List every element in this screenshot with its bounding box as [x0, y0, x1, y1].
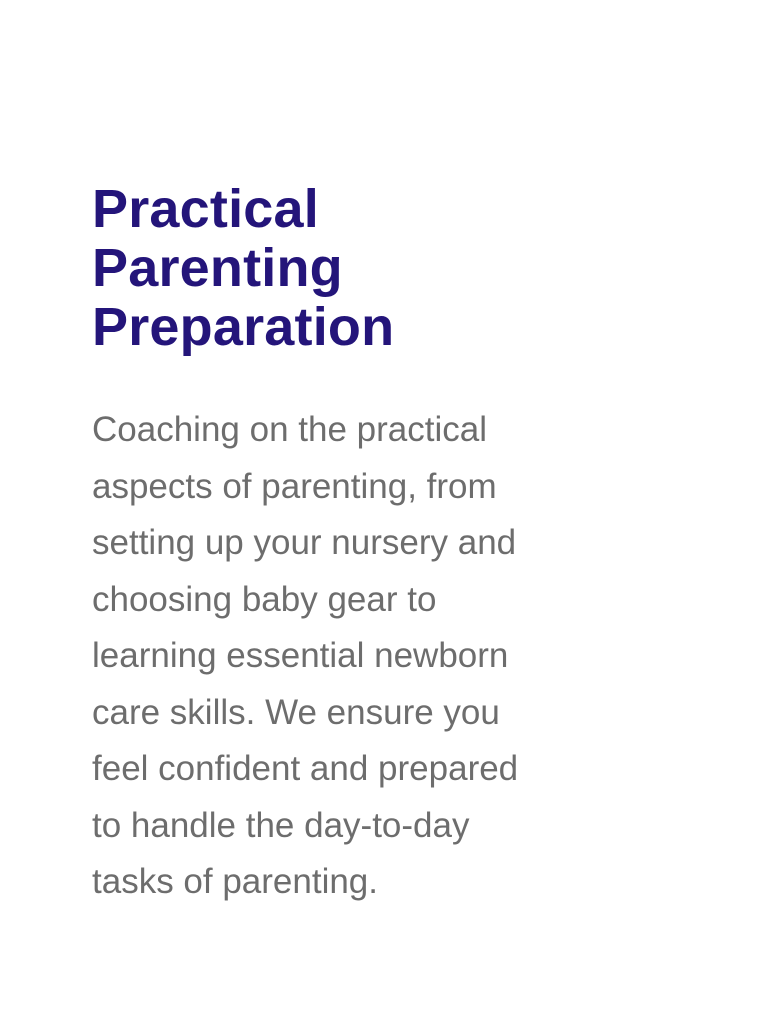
card-description-line: to handle the day-to-day [92, 805, 470, 845]
card-title-line: Practical [92, 179, 319, 239]
card-description-line: setting up your nursery and [92, 523, 517, 562]
card-description-line: feel confident and prepared [92, 749, 519, 788]
card-description-line: tasks of parenting. [92, 862, 378, 901]
card-title-line: Parenting [92, 238, 343, 298]
card-description-line: Coaching on the practical [92, 410, 487, 449]
card-description-line: choosing baby gear to [92, 579, 437, 619]
card-title [92, 180, 653, 357]
card-title-line: Preparation [92, 297, 395, 357]
card-description-line: care skills. We ensure you [92, 692, 500, 732]
card-description-line: aspects of parenting, from [92, 466, 497, 506]
card-description-line: learning essential newborn [92, 636, 509, 675]
card-description [92, 402, 653, 911]
